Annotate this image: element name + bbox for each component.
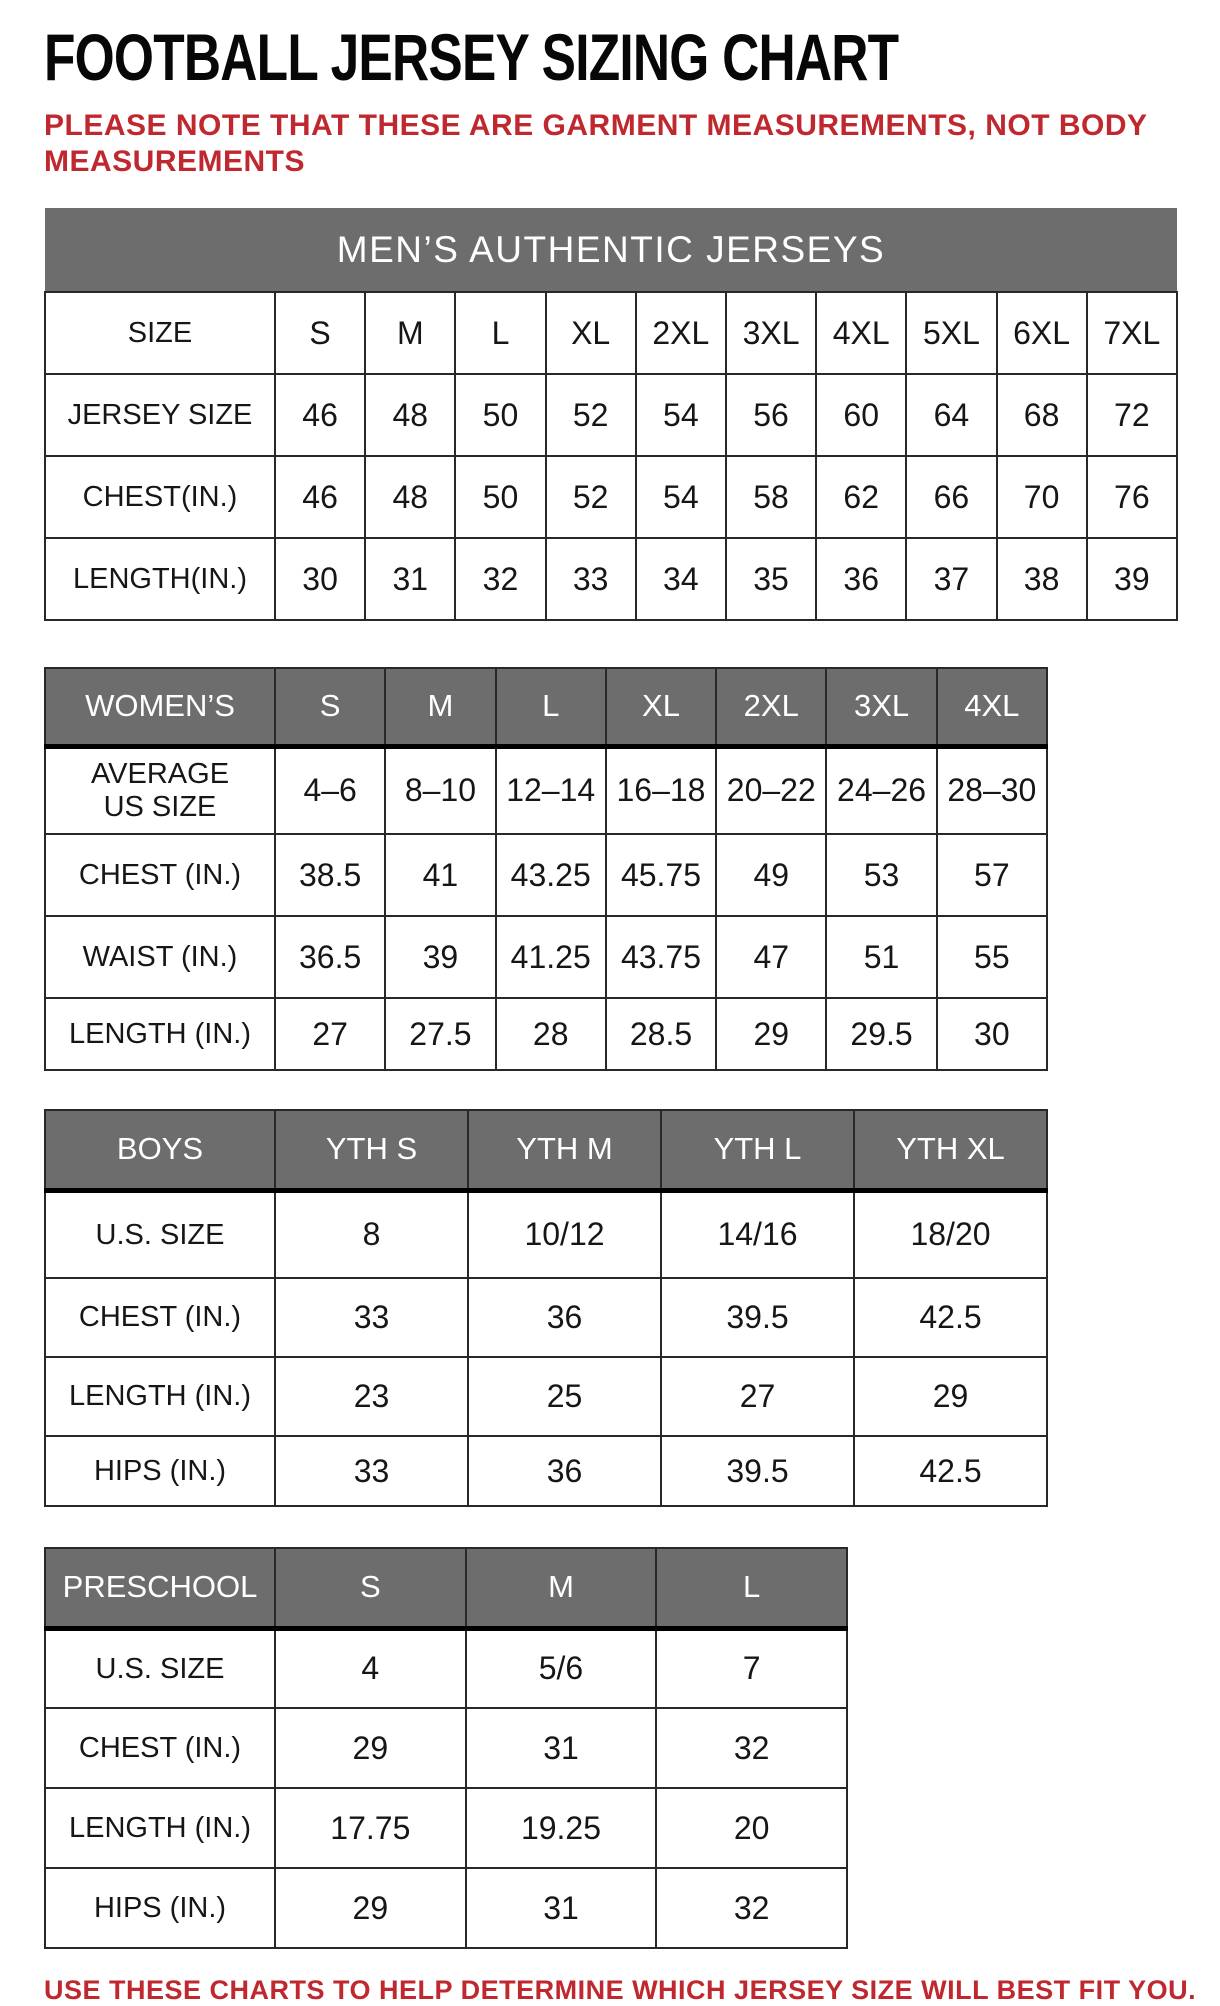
mens-value-cell: 52	[546, 456, 636, 538]
preschool-data-row	[45, 1788, 847, 1868]
mens-data-row	[45, 374, 1177, 456]
preschool-value-cell: 5/6	[466, 1628, 657, 1708]
boys-header-label: BOYS	[45, 1110, 275, 1190]
mens-caption: MEN’S AUTHENTIC JERSEYS	[45, 208, 1177, 292]
womens-size-column-header: S	[275, 668, 385, 746]
preschool-row-label: CHEST (IN.)	[45, 1708, 275, 1788]
preschool-value-cell: 31	[466, 1708, 657, 1788]
boys-sizing-table	[44, 1109, 1190, 1507]
note-line-2: MEASUREMENTS	[44, 145, 306, 178]
mens-size-column-header: M	[365, 292, 455, 374]
boys-value-cell: 33	[275, 1278, 468, 1357]
womens-value-cell: 27.5	[385, 998, 495, 1070]
mens-value-cell: 48	[365, 456, 455, 538]
mens-value-cell: 54	[636, 374, 726, 456]
mens-value-cell: 39	[1087, 538, 1177, 620]
womens-row-label: LENGTH (IN.)	[45, 998, 275, 1070]
mens-value-cell: 64	[906, 374, 996, 456]
mens-value-cell: 34	[636, 538, 726, 620]
boys-size-column-header: YTH S	[275, 1110, 468, 1190]
mens-header-label: SIZE	[45, 292, 275, 374]
womens-size-column-header: M	[385, 668, 495, 746]
preschool-value-cell: 19.25	[466, 1788, 657, 1868]
mens-value-cell: 48	[365, 374, 455, 456]
womens-value-cell: 45.75	[606, 834, 716, 916]
womens-value-cell: 27	[275, 998, 385, 1070]
womens-value-cell: 16–18	[606, 746, 716, 834]
boys-data-row	[45, 1190, 1047, 1278]
boys-row-label: U.S. SIZE	[45, 1190, 275, 1278]
mens-value-cell: 50	[455, 456, 545, 538]
footer-note: USE THESE CHARTS TO HELP DETERMINE WHICH JERSEY SIZE WILL BEST FIT YOU.	[44, 1975, 1197, 2005]
womens-value-cell: 55	[937, 916, 1047, 998]
mens-size-column-header: 4XL	[816, 292, 906, 374]
mens-size-column-header: XL	[546, 292, 636, 374]
womens-value-cell: 41	[385, 834, 495, 916]
mens-value-cell: 33	[546, 538, 636, 620]
mens-size-column-header: 6XL	[997, 292, 1087, 374]
preschool-value-cell: 31	[466, 1868, 657, 1948]
preschool-sizing-table	[44, 1547, 1190, 1949]
boys-data-row	[45, 1357, 1047, 1436]
boys-row-label: HIPS (IN.)	[45, 1436, 275, 1506]
preschool-header-row	[45, 1548, 847, 1628]
mens-size-column-header: L	[455, 292, 545, 374]
womens-value-cell: 28	[496, 998, 606, 1070]
mens-value-cell: 35	[726, 538, 816, 620]
boys-value-cell: 14/16	[661, 1190, 854, 1278]
mens-value-cell: 52	[546, 374, 636, 456]
womens-value-cell: 41.25	[496, 916, 606, 998]
boys-header-row	[45, 1110, 1047, 1190]
boys-size-column-header: YTH XL	[854, 1110, 1047, 1190]
boys-value-cell: 39.5	[661, 1278, 854, 1357]
mens-value-cell: 76	[1087, 456, 1177, 538]
mens-value-cell: 46	[275, 456, 365, 538]
boys-value-cell: 8	[275, 1190, 468, 1278]
womens-sizing-table	[44, 667, 1190, 1071]
womens-value-cell: 12–14	[496, 746, 606, 834]
womens-size-column-header: 4XL	[937, 668, 1047, 746]
mens-value-cell: 54	[636, 456, 726, 538]
boys-row-label: CHEST (IN.)	[45, 1278, 275, 1357]
boys-row-label: LENGTH (IN.)	[45, 1357, 275, 1436]
preschool-value-cell: 7	[656, 1628, 847, 1708]
mens-value-cell: 37	[906, 538, 996, 620]
boys-value-cell: 42.5	[854, 1436, 1047, 1506]
womens-size-column-header: 2XL	[716, 668, 826, 746]
womens-value-cell: 39	[385, 916, 495, 998]
mens-table	[44, 208, 1178, 621]
womens-size-column-header: L	[496, 668, 606, 746]
womens-value-cell: 51	[826, 916, 936, 998]
womens-value-cell: 30	[937, 998, 1047, 1070]
preschool-value-cell: 17.75	[275, 1788, 466, 1868]
womens-value-cell: 29	[716, 998, 826, 1070]
womens-value-cell: 36.5	[275, 916, 385, 998]
womens-value-cell: 29.5	[826, 998, 936, 1070]
preschool-value-cell: 20	[656, 1788, 847, 1868]
mens-size-column-header: S	[275, 292, 365, 374]
preschool-row-label: HIPS (IN.)	[45, 1868, 275, 1948]
page-title: FOOTBALL JERSEY SIZING CHART	[44, 20, 899, 94]
mens-value-cell: 31	[365, 538, 455, 620]
mens-size-column-header: 2XL	[636, 292, 726, 374]
boys-value-cell: 33	[275, 1436, 468, 1506]
mens-size-column-header: 3XL	[726, 292, 816, 374]
womens-data-row	[45, 998, 1047, 1070]
mens-value-cell: 68	[997, 374, 1087, 456]
mens-data-row	[45, 456, 1177, 538]
mens-authentic-jerseys-table	[44, 208, 1190, 621]
womens-value-cell: 8–10	[385, 746, 495, 834]
boys-value-cell: 18/20	[854, 1190, 1047, 1278]
mens-value-cell: 72	[1087, 374, 1177, 456]
preschool-size-column-header: S	[275, 1548, 466, 1628]
note-line-1: PLEASE NOTE THAT THESE ARE GARMENT MEASUREMENTS, NOT BODY	[44, 109, 1148, 142]
womens-value-cell: 20–22	[716, 746, 826, 834]
womens-table	[44, 667, 1048, 1071]
mens-value-cell: 58	[726, 456, 816, 538]
mens-value-cell: 56	[726, 374, 816, 456]
mens-value-cell: 70	[997, 456, 1087, 538]
womens-size-column-header: 3XL	[826, 668, 936, 746]
womens-header-row	[45, 668, 1047, 746]
preschool-value-cell: 29	[275, 1708, 466, 1788]
mens-row-label: CHEST(IN.)	[45, 456, 275, 538]
preschool-data-row	[45, 1628, 847, 1708]
womens-value-cell: 38.5	[275, 834, 385, 916]
womens-value-cell: 28.5	[606, 998, 716, 1070]
boys-data-row	[45, 1278, 1047, 1357]
womens-value-cell: 57	[937, 834, 1047, 916]
womens-value-cell: 43.75	[606, 916, 716, 998]
womens-value-cell: 28–30	[937, 746, 1047, 834]
mens-value-cell: 32	[455, 538, 545, 620]
mens-value-cell: 30	[275, 538, 365, 620]
mens-data-row	[45, 538, 1177, 620]
womens-data-row	[45, 834, 1047, 916]
boys-value-cell: 39.5	[661, 1436, 854, 1506]
womens-row-label: WAIST (IN.)	[45, 916, 275, 998]
boys-value-cell: 27	[661, 1357, 854, 1436]
mens-size-column-header: 5XL	[906, 292, 996, 374]
mens-caption-row	[45, 208, 1177, 292]
boys-value-cell: 10/12	[468, 1190, 661, 1278]
boys-data-row	[45, 1436, 1047, 1506]
boys-size-column-header: YTH L	[661, 1110, 854, 1190]
womens-size-column-header: XL	[606, 668, 716, 746]
womens-row-label: AVERAGE US SIZE	[45, 746, 275, 834]
womens-value-cell: 49	[716, 834, 826, 916]
womens-header-label: WOMEN’S	[45, 668, 275, 746]
boys-value-cell: 42.5	[854, 1278, 1047, 1357]
mens-value-cell: 36	[816, 538, 906, 620]
garment-measurements-note	[44, 108, 1190, 180]
boys-value-cell: 23	[275, 1357, 468, 1436]
preschool-value-cell: 32	[656, 1868, 847, 1948]
preschool-value-cell: 32	[656, 1708, 847, 1788]
preschool-row-label: U.S. SIZE	[45, 1628, 275, 1708]
mens-value-cell: 60	[816, 374, 906, 456]
womens-value-cell: 47	[716, 916, 826, 998]
mens-row-label: LENGTH(IN.)	[45, 538, 275, 620]
preschool-size-column-header: L	[656, 1548, 847, 1628]
womens-data-row	[45, 746, 1047, 834]
preschool-data-row	[45, 1708, 847, 1788]
womens-data-row	[45, 916, 1047, 998]
mens-value-cell: 38	[997, 538, 1087, 620]
preschool-header-label: PRESCHOOL	[45, 1548, 275, 1628]
mens-size-column-header: 7XL	[1087, 292, 1177, 374]
mens-header-row	[45, 292, 1177, 374]
mens-value-cell: 50	[455, 374, 545, 456]
womens-value-cell: 4–6	[275, 746, 385, 834]
boys-value-cell: 29	[854, 1357, 1047, 1436]
boys-value-cell: 25	[468, 1357, 661, 1436]
boys-table	[44, 1109, 1048, 1507]
boys-size-column-header: YTH M	[468, 1110, 661, 1190]
womens-value-cell: 43.25	[496, 834, 606, 916]
womens-row-label: CHEST (IN.)	[45, 834, 275, 916]
boys-value-cell: 36	[468, 1278, 661, 1357]
womens-value-cell: 53	[826, 834, 936, 916]
preschool-row-label: LENGTH (IN.)	[45, 1788, 275, 1868]
preschool-size-column-header: M	[466, 1548, 657, 1628]
boys-value-cell: 36	[468, 1436, 661, 1506]
mens-row-label: JERSEY SIZE	[45, 374, 275, 456]
preschool-table	[44, 1547, 848, 1949]
mens-value-cell: 46	[275, 374, 365, 456]
preschool-value-cell: 4	[275, 1628, 466, 1708]
womens-value-cell: 24–26	[826, 746, 936, 834]
mens-value-cell: 62	[816, 456, 906, 538]
preschool-data-row	[45, 1868, 847, 1948]
preschool-value-cell: 29	[275, 1868, 466, 1948]
mens-value-cell: 66	[906, 456, 996, 538]
